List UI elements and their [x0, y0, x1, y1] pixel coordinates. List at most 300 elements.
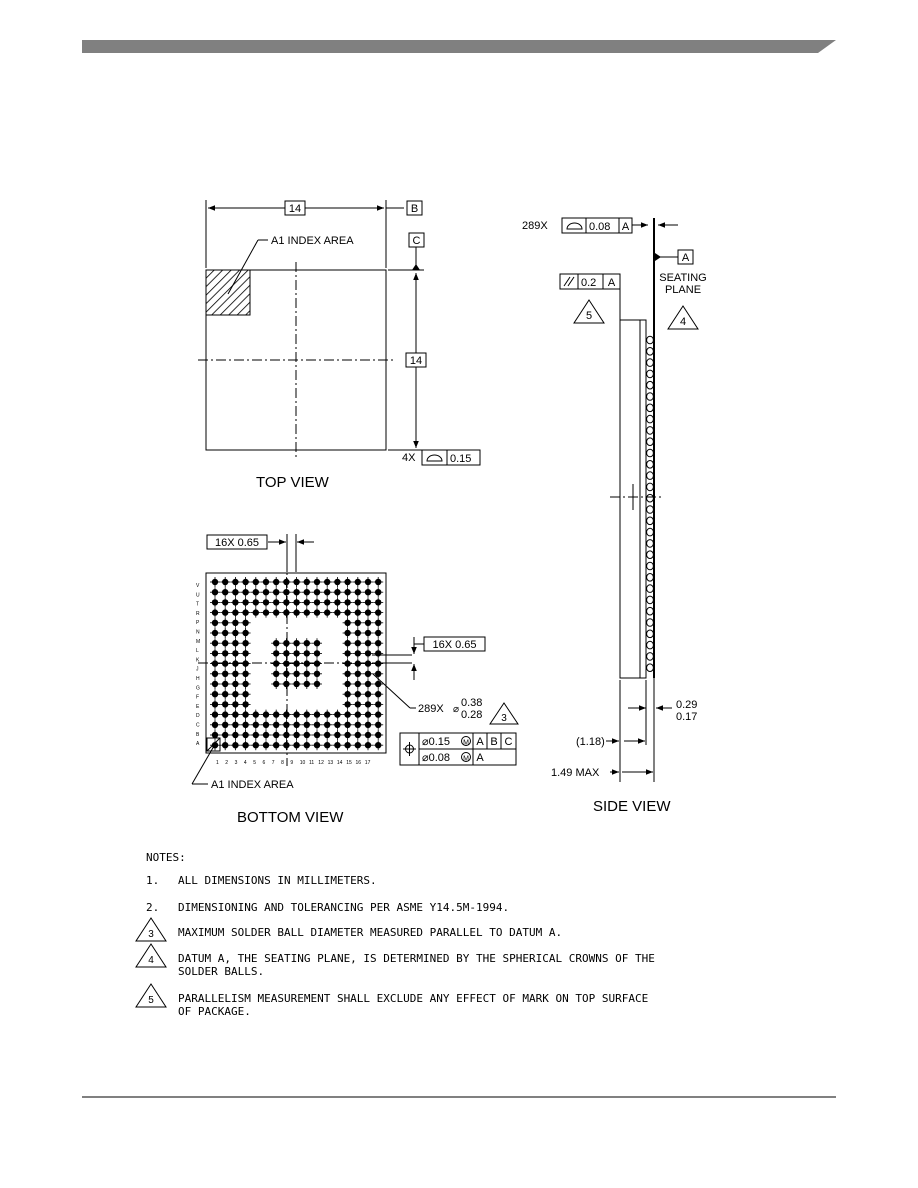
top-flatness-count: 4X	[402, 452, 416, 464]
solder-ball	[312, 740, 322, 750]
solder-ball	[343, 597, 353, 607]
pitch-v-label: 16X 0.65	[432, 639, 477, 651]
side-ball	[647, 506, 654, 514]
solder-ball	[353, 587, 363, 597]
row-letter: M	[196, 638, 201, 645]
solder-ball	[312, 597, 322, 607]
solder-ball	[373, 669, 383, 679]
col-number: 12	[318, 760, 324, 766]
datum-b-label: B	[410, 203, 419, 215]
notes-heading: NOTES:	[146, 851, 186, 864]
solder-ball	[353, 689, 363, 699]
solder-ball	[302, 587, 312, 597]
solder-ball	[271, 679, 281, 689]
solder-ball	[302, 730, 312, 740]
solder-ball	[353, 638, 363, 648]
col-number: 14	[336, 760, 343, 766]
solder-ball	[220, 638, 230, 648]
solder-ball	[261, 710, 271, 720]
solder-ball	[210, 587, 220, 597]
solder-ball	[241, 740, 251, 750]
svg-text:M: M	[463, 755, 469, 763]
solder-ball	[220, 740, 230, 750]
parallelism-datum: A	[607, 277, 616, 289]
solder-ball	[312, 720, 322, 730]
solder-ball	[322, 740, 332, 750]
col-number: 15	[346, 760, 352, 766]
solder-ball	[343, 608, 353, 618]
solder-ball	[302, 710, 312, 720]
solder-ball	[373, 689, 383, 699]
note-3-text: MAXIMUM SOLDER BALL DIAMETER MEASURED PARALLEL TO DATUM A.	[178, 926, 563, 939]
col-number: 7	[271, 760, 275, 766]
solder-ball	[332, 608, 342, 618]
row-letter: A	[196, 741, 200, 748]
position-datum-a: A	[476, 736, 484, 748]
solder-ball	[241, 638, 251, 648]
row-letter: U	[196, 592, 200, 599]
side-ball	[647, 472, 654, 480]
solder-ball	[271, 577, 281, 587]
side-ball	[647, 574, 654, 582]
side-ball	[647, 641, 654, 649]
solder-ball	[281, 720, 291, 730]
solder-ball	[373, 648, 383, 658]
note-3-marker: 3	[148, 929, 154, 940]
row-letter: B	[196, 731, 200, 738]
side-ball	[647, 461, 654, 469]
solder-ball	[322, 597, 332, 607]
solder-ball	[373, 638, 383, 648]
solder-ball	[230, 648, 240, 658]
solder-ball	[312, 710, 322, 720]
side-ball	[647, 630, 654, 638]
solder-ball	[210, 638, 220, 648]
position-tol-2: ⌀0.08	[422, 752, 451, 764]
solder-ball	[343, 628, 353, 638]
note-4-marker: 4	[148, 955, 154, 966]
solder-ball	[312, 577, 322, 587]
solder-ball	[343, 720, 353, 730]
row-letters	[196, 583, 200, 747]
total-height-label: 1.49 MAX	[551, 767, 600, 779]
side-ball	[647, 596, 654, 604]
solder-ball	[230, 730, 240, 740]
solder-ball	[353, 597, 363, 607]
side-ball	[647, 359, 654, 367]
solder-ball	[373, 699, 383, 709]
solder-ball	[363, 618, 373, 628]
solder-ball	[230, 720, 240, 730]
side-ball	[647, 607, 654, 615]
solder-ball	[271, 720, 281, 730]
solder-ball	[302, 597, 312, 607]
solder-ball	[241, 679, 251, 689]
solder-ball	[363, 659, 373, 669]
solder-ball	[353, 618, 363, 628]
solder-ball	[332, 730, 342, 740]
row-letter: H	[196, 676, 200, 682]
solder-ball	[292, 669, 302, 679]
solder-ball	[302, 577, 312, 587]
solder-ball	[373, 679, 383, 689]
solder-ball	[332, 587, 342, 597]
row-letter: C	[196, 722, 200, 729]
solder-ball	[261, 577, 271, 587]
solder-ball	[241, 710, 251, 720]
solder-ball	[220, 597, 230, 607]
col-numbers	[216, 760, 371, 766]
solder-ball	[230, 577, 240, 587]
solder-ball	[220, 710, 230, 720]
note-5-line-1: PARALLELISM MEASUREMENT SHALL EXCLUDE ANY EFFECT OF MARK ON TOP SURFACE	[178, 992, 649, 1005]
note-1-text: ALL DIMENSIONS IN MILLIMETERS.	[178, 874, 377, 887]
solder-ball	[343, 679, 353, 689]
solder-ball	[312, 679, 322, 689]
solder-ball	[281, 608, 291, 618]
top-index-label: A1 INDEX AREA	[271, 235, 354, 247]
solder-ball	[363, 577, 373, 587]
col-number: 3	[234, 760, 238, 766]
solder-ball	[292, 710, 302, 720]
solder-ball	[363, 669, 373, 679]
solder-ball	[332, 740, 342, 750]
solder-ball	[302, 669, 312, 679]
solder-ball	[353, 648, 363, 658]
solder-ball	[292, 638, 302, 648]
note-2-text: DIMENSIONING AND TOLERANCING PER ASME Y14.5M-1994.	[178, 901, 510, 914]
solder-ball	[271, 608, 281, 618]
solder-ball	[210, 689, 220, 699]
solder-ball	[353, 740, 363, 750]
row-letter: T	[196, 601, 200, 608]
solder-ball	[251, 740, 261, 750]
solder-ball	[230, 587, 240, 597]
side-ball	[647, 370, 654, 378]
side-ball	[647, 585, 654, 593]
position-datum-a-2: A	[476, 752, 484, 764]
solder-ball	[210, 577, 220, 587]
side-ball	[647, 438, 654, 446]
solder-ball	[271, 659, 281, 669]
solder-ball	[220, 699, 230, 709]
col-number: 6	[262, 760, 266, 766]
side-ball	[647, 664, 654, 672]
solder-ball	[292, 608, 302, 618]
solder-ball	[281, 648, 291, 658]
row-letter: V	[196, 583, 200, 589]
solder-ball	[292, 587, 302, 597]
solder-ball	[343, 710, 353, 720]
solder-ball	[363, 730, 373, 740]
side-datum-a-triangle	[655, 253, 661, 261]
diameter-icon: ⌀	[453, 704, 460, 715]
solder-ball	[241, 730, 251, 740]
side-note-ref-4: 4	[679, 316, 687, 328]
col-number: 5	[253, 760, 256, 766]
solder-ball	[322, 730, 332, 740]
solder-ball	[312, 608, 322, 618]
solder-ball	[343, 689, 353, 699]
solder-ball	[220, 689, 230, 699]
solder-ball	[271, 597, 281, 607]
solder-ball	[373, 730, 383, 740]
solder-ball	[363, 597, 373, 607]
solder-ball	[343, 577, 353, 587]
ball-grid	[210, 577, 383, 750]
solder-ball	[292, 740, 302, 750]
solder-ball	[241, 587, 251, 597]
solder-ball	[281, 638, 291, 648]
solder-ball	[343, 638, 353, 648]
solder-ball	[241, 628, 251, 638]
row-letter: D	[196, 713, 200, 720]
solder-ball	[230, 679, 240, 689]
solder-ball	[210, 648, 220, 658]
col-number: 16	[355, 760, 362, 766]
solder-ball	[312, 669, 322, 679]
solder-ball	[322, 608, 332, 618]
solder-ball	[343, 699, 353, 709]
solder-ball	[373, 740, 383, 750]
top-view-title: TOP VIEW	[256, 474, 329, 491]
row-letter: J	[196, 666, 199, 673]
side-ball	[647, 528, 654, 536]
solder-ball	[230, 638, 240, 648]
top-view	[198, 200, 480, 491]
solder-ball	[271, 648, 281, 658]
side-ball	[647, 404, 654, 412]
solder-ball	[261, 740, 271, 750]
solder-ball	[363, 699, 373, 709]
solder-ball	[220, 669, 230, 679]
solder-ball	[332, 720, 342, 730]
side-ball	[647, 517, 654, 525]
datum-c-triangle	[412, 264, 420, 270]
solder-ball	[281, 577, 291, 587]
solder-ball	[281, 597, 291, 607]
solder-ball	[241, 618, 251, 628]
solder-ball	[373, 577, 383, 587]
solder-ball	[261, 720, 271, 730]
position-tol-1: ⌀0.15	[422, 736, 451, 748]
solder-ball	[261, 608, 271, 618]
row-letter: F	[196, 694, 200, 701]
solder-ball	[302, 679, 312, 689]
datum-c-label: C	[412, 235, 421, 247]
solder-ball	[251, 730, 261, 740]
parallelism-value: 0.2	[581, 277, 597, 289]
solder-ball	[271, 730, 281, 740]
solder-ball	[343, 669, 353, 679]
solder-ball	[210, 608, 220, 618]
solder-ball	[220, 648, 230, 658]
solder-ball	[353, 699, 363, 709]
ball-dia-min: 0.28	[461, 709, 483, 721]
solder-ball	[353, 577, 363, 587]
solder-ball	[363, 648, 373, 658]
solder-ball	[251, 720, 261, 730]
solder-ball	[220, 720, 230, 730]
pitch-h-label: 16X 0.65	[214, 537, 260, 549]
solder-ball	[241, 597, 251, 607]
top-width-label: 14	[288, 203, 302, 215]
side-ball	[647, 653, 654, 661]
solder-ball	[292, 648, 302, 658]
row-letter: E	[196, 703, 200, 710]
solder-ball	[373, 587, 383, 597]
solder-ball	[353, 710, 363, 720]
solder-ball	[230, 608, 240, 618]
solder-ball	[322, 577, 332, 587]
solder-ball	[343, 740, 353, 750]
solder-ball	[343, 730, 353, 740]
side-datum-a-label: A	[681, 252, 690, 264]
solder-ball	[363, 587, 373, 597]
solder-ball	[343, 587, 353, 597]
solder-ball	[302, 648, 312, 658]
solder-ball	[220, 618, 230, 628]
header-bar	[82, 40, 836, 53]
solder-ball	[363, 608, 373, 618]
row-letter: K	[196, 657, 200, 664]
solder-ball	[302, 659, 312, 669]
solder-ball	[261, 587, 271, 597]
solder-ball	[220, 659, 230, 669]
col-number: 11	[309, 760, 315, 766]
note-4-line-1: DATUM A, THE SEATING PLANE, IS DETERMINED BY THE SPHERICAL CROWNS OF THE	[178, 952, 655, 965]
solder-ball	[373, 597, 383, 607]
solder-ball	[332, 597, 342, 607]
solder-ball	[241, 699, 251, 709]
row-letter: G	[196, 685, 200, 692]
solder-ball	[302, 740, 312, 750]
side-view-title: SIDE VIEW	[593, 798, 671, 815]
ball-height-min: 0.17	[676, 711, 698, 723]
solder-ball	[373, 608, 383, 618]
solder-ball	[220, 730, 230, 740]
side-ball	[647, 551, 654, 559]
side-ball	[647, 381, 654, 389]
solder-ball	[271, 740, 281, 750]
side-ball	[647, 427, 654, 435]
solder-ball	[363, 679, 373, 689]
solder-ball	[343, 648, 353, 658]
side-ball	[647, 336, 654, 344]
solder-ball	[292, 679, 302, 689]
col-number: 10	[299, 760, 306, 766]
solder-ball	[322, 720, 332, 730]
side-ball	[647, 393, 654, 401]
solder-ball	[271, 710, 281, 720]
solder-ball	[281, 587, 291, 597]
col-number: 8	[281, 760, 284, 766]
solder-ball	[281, 740, 291, 750]
solder-ball	[343, 618, 353, 628]
solder-ball	[210, 710, 220, 720]
side-profile-count: 289X	[522, 220, 548, 232]
solder-ball	[353, 679, 363, 689]
side-ball	[647, 619, 654, 627]
solder-ball	[251, 587, 261, 597]
solder-ball	[230, 659, 240, 669]
solder-ball	[220, 628, 230, 638]
top-view-index-hatch	[206, 270, 250, 315]
col-number: 2	[225, 760, 229, 766]
solder-ball	[292, 597, 302, 607]
row-letter: L	[196, 648, 199, 655]
side-view	[522, 218, 707, 815]
solder-ball	[373, 720, 383, 730]
solder-ball	[210, 618, 220, 628]
solder-ball	[230, 628, 240, 638]
row-letter: P	[196, 620, 200, 627]
solder-ball	[230, 618, 240, 628]
solder-ball	[241, 669, 251, 679]
solder-ball	[363, 720, 373, 730]
solder-ball	[241, 648, 251, 658]
solder-ball	[292, 659, 302, 669]
solder-ball	[353, 669, 363, 679]
solder-ball	[281, 669, 291, 679]
solder-ball	[353, 730, 363, 740]
solder-ball	[353, 659, 363, 669]
solder-ball	[230, 669, 240, 679]
solder-ball	[373, 659, 383, 669]
col-number: 17	[364, 760, 371, 766]
solder-ball	[210, 597, 220, 607]
solder-ball	[251, 710, 261, 720]
solder-ball	[230, 699, 240, 709]
solder-ball	[281, 659, 291, 669]
solder-ball	[353, 628, 363, 638]
note-4-line-2: SOLDER BALLS.	[178, 965, 265, 978]
solder-ball	[241, 689, 251, 699]
side-ball	[647, 562, 654, 570]
bottom-view-title: BOTTOM VIEW	[237, 809, 344, 826]
row-letter: R	[196, 610, 200, 617]
solder-ball	[302, 608, 312, 618]
side-note-ref-5: 5	[585, 310, 593, 322]
ball-count-label: 289X	[418, 703, 444, 715]
solder-ball	[363, 628, 373, 638]
solder-ball	[281, 679, 291, 689]
solder-ball	[241, 659, 251, 669]
solder-ball	[363, 689, 373, 699]
solder-ball	[312, 659, 322, 669]
side-profile-value: 0.08	[589, 221, 611, 233]
solder-ball	[271, 669, 281, 679]
solder-ball	[220, 577, 230, 587]
solder-ball	[312, 730, 322, 740]
solder-ball	[251, 577, 261, 587]
solder-ball	[363, 710, 373, 720]
position-datum-c: C	[504, 736, 513, 748]
solder-ball	[373, 628, 383, 638]
solder-ball	[271, 587, 281, 597]
solder-ball	[353, 720, 363, 730]
solder-ball	[292, 577, 302, 587]
side-solder-balls	[647, 320, 654, 678]
solder-ball	[312, 638, 322, 648]
ball-height-max: 0.29	[676, 699, 698, 711]
solder-ball	[210, 699, 220, 709]
solder-ball	[281, 730, 291, 740]
side-ball	[647, 483, 654, 491]
top-height-label: 14	[409, 355, 423, 367]
solder-ball	[241, 608, 251, 618]
solder-ball	[220, 679, 230, 689]
